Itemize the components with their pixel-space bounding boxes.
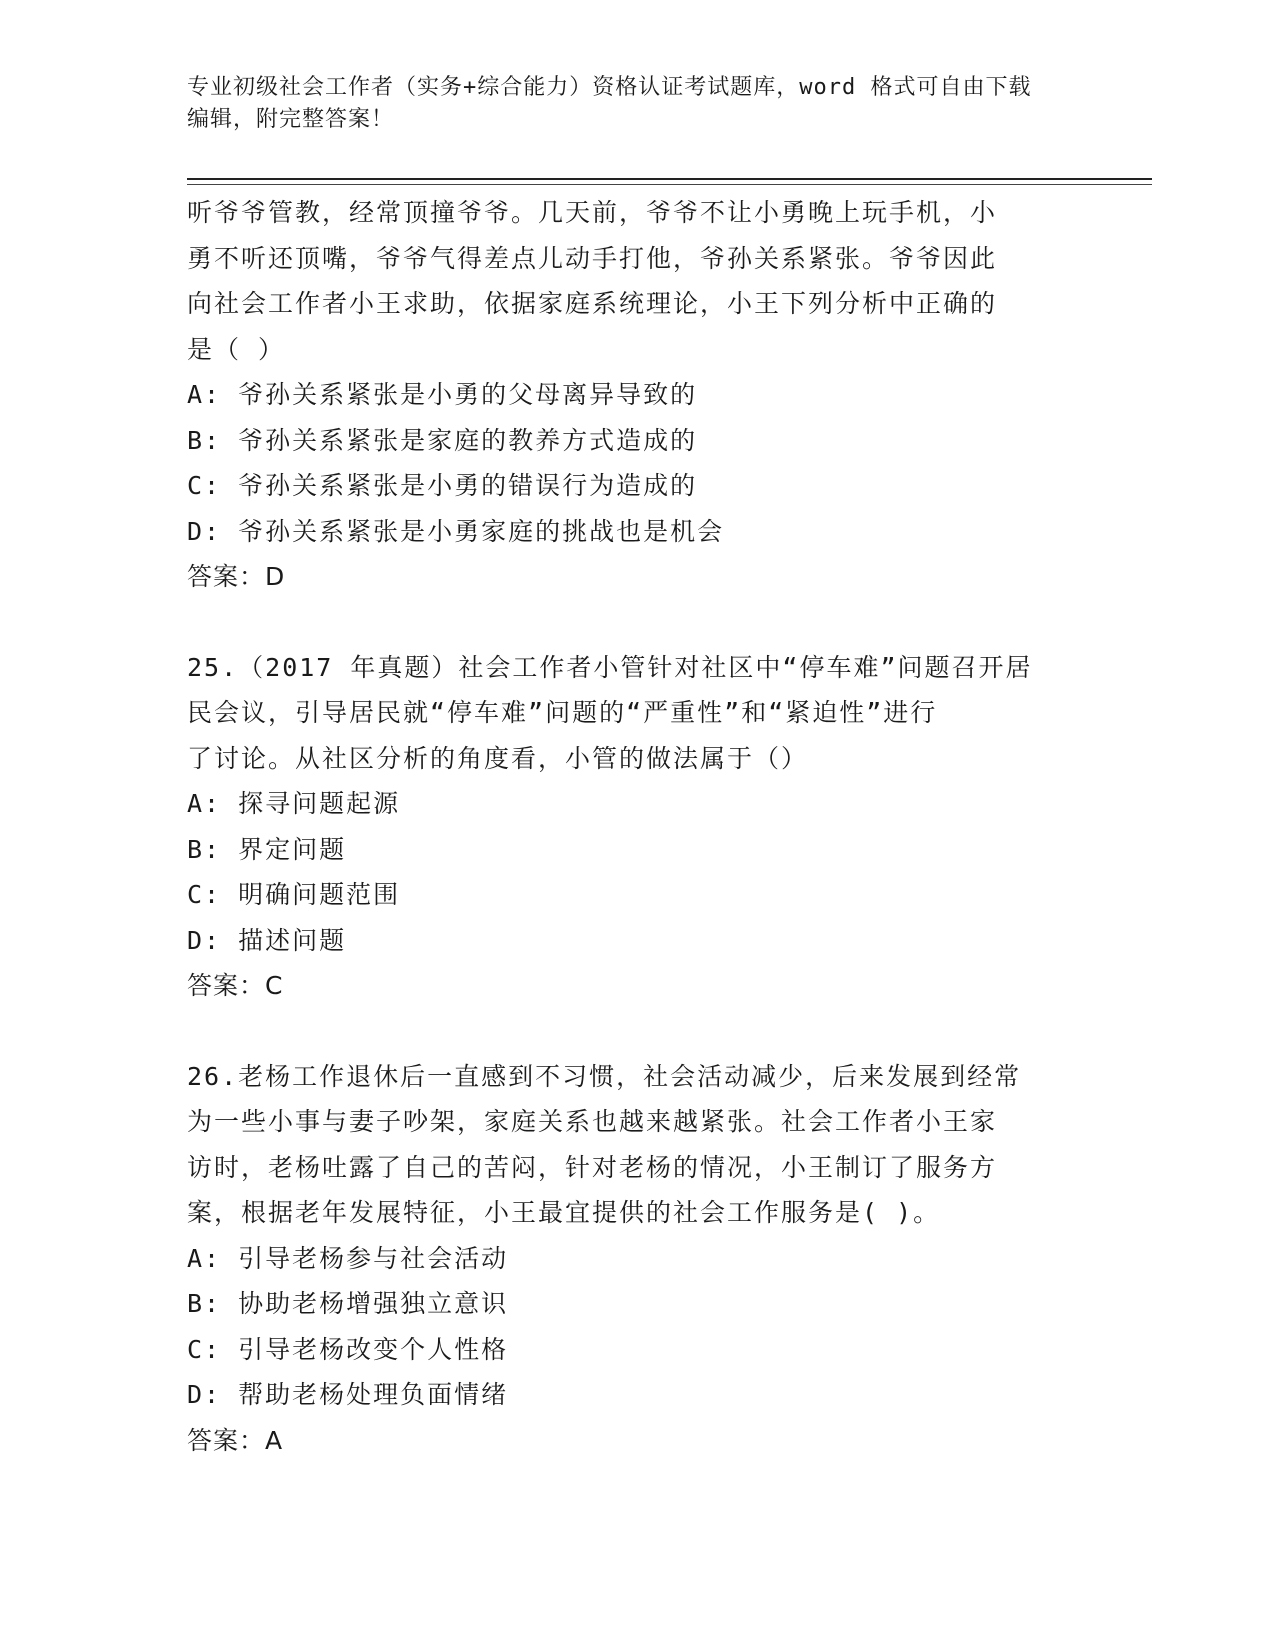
option-d: D: 描述问题 [187,925,347,955]
option-b: B: 爷孙关系紧张是家庭的教养方式造成的 [187,425,698,455]
question-stem-line: 访时，老杨吐露了自己的苦闷，针对老杨的情况，小王制订了服务方 [187,1152,998,1182]
option-d: D: 爷孙关系紧张是小勇家庭的挑战也是机会 [187,516,725,546]
option-c: C: 爷孙关系紧张是小勇的错误行为造成的 [187,471,698,500]
option-b: B: 界定问题 [187,834,347,864]
question-26 [187,1054,1087,1464]
question-stem-line: 25.（2017 年真题）社会工作者小管针对社区中“停车难”问题召开居 [187,652,1033,682]
answer: 答案：D [187,562,286,591]
option-a: A: 探寻问题起源 [187,789,401,818]
question-stem-line: 为一些小事与妻子吵架，家庭关系也越来越紧张。社会工作者小王家 [187,1107,998,1136]
question-stem-line: 了讨论。从社区分析的角度看，小管的做法属于（） [187,743,809,773]
document-header [187,72,1087,136]
question-stem-line: 案，根据老年发展特征，小王最宜提供的社会工作服务是( )。 [187,1198,941,1227]
option-a: A: 引导老杨参与社会活动 [187,1243,509,1273]
header-divider-thin [187,184,1152,185]
question-stem-line: 是（ ） [187,334,286,364]
option-b: B: 协助老杨增强独立意识 [187,1289,509,1318]
question-24 [187,190,1087,600]
question-stem-line: 听爷爷管教，经常顶撞爷爷。几天前，爷爷不让小勇晚上玩手机，小 [187,198,998,227]
option-d: D: 帮助老杨处理负面情绪 [187,1380,509,1409]
answer: 答案：A [187,1425,284,1455]
spacer [187,600,1087,645]
option-c: C: 明确问题范围 [187,880,401,909]
question-stem-line: 26.老杨工作退休后一直感到不习惯，社会活动减少，后来发展到经常 [187,1061,1022,1091]
option-c: C: 引导老杨改变个人性格 [187,1334,509,1364]
spacer [187,1009,1087,1054]
question-25 [187,645,1087,1009]
header-line-1: 专业初级社会工作者（实务+综合能力）资格认证考试题库，word 格式可自由下载 [187,75,1032,100]
answer: 答案：C [187,971,284,1000]
question-stem-line: 勇不听还顶嘴，爷爷气得差点儿动手打他，爷孙关系紧张。爷爷因此 [187,243,998,273]
header-divider-thick [187,178,1152,180]
question-content [187,190,1087,1463]
question-stem-line: 民会议，引导居民就“停车难”问题的“严重性”和“紧迫性”进行 [187,698,938,727]
option-a: A: 爷孙关系紧张是小勇的父母离异导致的 [187,380,698,409]
header-line-2: 编辑，附完整答案！ [187,107,395,132]
question-stem-line: 向社会工作者小王求助，依据家庭系统理论，小王下列分析中正确的 [187,289,998,318]
